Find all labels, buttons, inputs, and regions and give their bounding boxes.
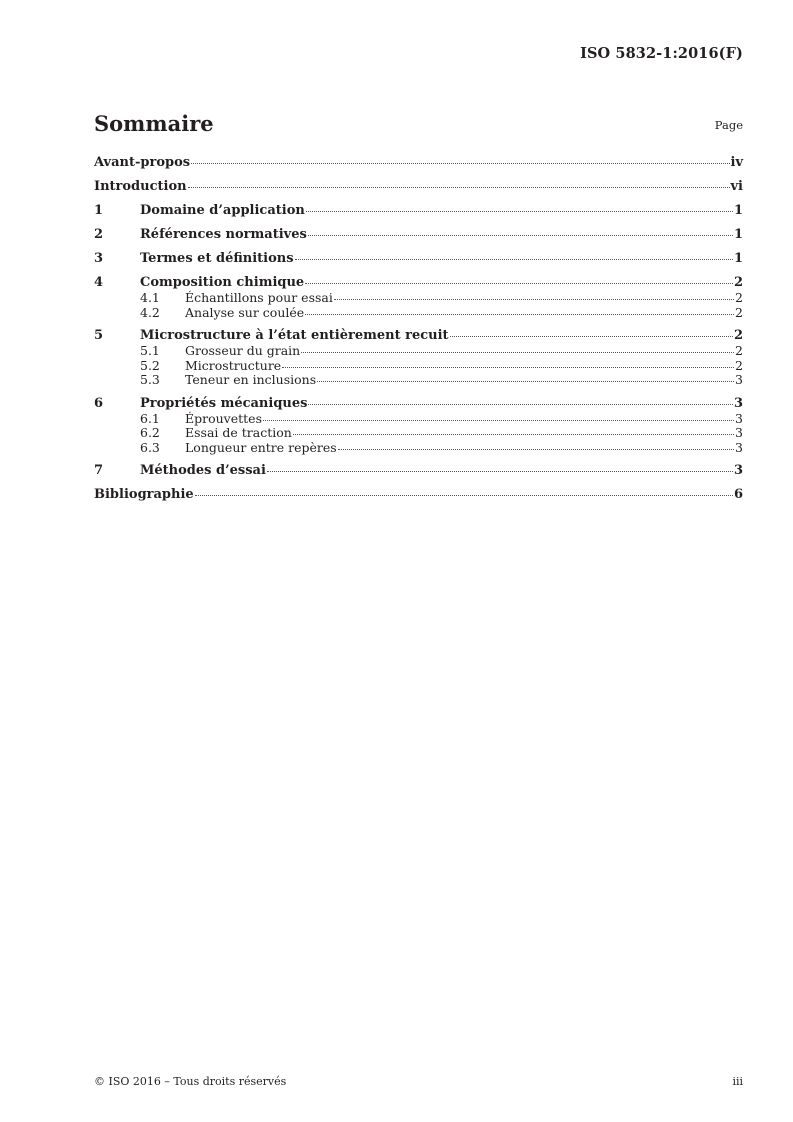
toc-label: Avant-propos (94, 155, 191, 170)
toc-entry-introduction[interactable] (94, 179, 743, 195)
toc-label: Analyse sur coulée (185, 304, 305, 320)
dot-leader (301, 351, 734, 353)
toc-page: 2 (735, 290, 743, 305)
toc-entry-5-1[interactable] (94, 344, 743, 359)
dot-leader (308, 234, 733, 236)
toc-label: Domaine d’application (140, 203, 305, 218)
toc-label: Éprouvettes (185, 410, 262, 426)
toc-number: 5.2 (140, 357, 160, 373)
toc-label: Références normatives (140, 227, 307, 242)
toc-entry-4-1[interactable] (94, 291, 743, 306)
dot-leader (305, 282, 733, 284)
toc-page: 3 (733, 463, 743, 478)
toc-number: 7 (94, 463, 104, 478)
toc-entry-bibliographie[interactable] (94, 487, 743, 503)
dot-leader (293, 433, 734, 435)
toc-page: 6 (733, 487, 743, 502)
dot-leader (305, 313, 734, 315)
dot-leader (195, 494, 733, 496)
toc-label: Microstructure à l’état entièrement recuit (140, 328, 449, 343)
toc-number: 1 (94, 203, 104, 218)
toc-page: 2 (735, 343, 743, 358)
toc-entry-6-2[interactable] (94, 426, 743, 441)
toc-entry-3[interactable] (94, 251, 743, 267)
toc-label: Méthodes d’essai (140, 463, 266, 478)
toc-entry-6[interactable] (94, 396, 743, 412)
toc-label: Longueur entre repères (185, 439, 337, 455)
toc-page: 3 (735, 425, 743, 440)
table-of-contents (94, 155, 743, 503)
toc-label: Grosseur du grain (185, 343, 301, 358)
toc-entry-avant-propos[interactable] (94, 155, 743, 171)
toc-entry-6-1[interactable] (94, 412, 743, 427)
dot-leader (267, 470, 733, 472)
toc-entry-5-2[interactable] (94, 359, 743, 374)
toc-page: 2 (733, 328, 743, 343)
dot-leader (317, 380, 734, 382)
toc-page: 1 (733, 251, 743, 266)
toc-entry-5[interactable] (94, 328, 743, 344)
toc-page: 3 (735, 439, 743, 455)
toc-entry-1[interactable] (94, 203, 743, 219)
dot-leader (191, 162, 729, 164)
toc-number: 6.1 (140, 410, 160, 426)
toc-label: Essai de traction (185, 425, 292, 440)
toc-number: 3 (94, 251, 104, 266)
toc-number: 2 (94, 227, 104, 242)
toc-page: 3 (733, 395, 743, 411)
toc-number: 5.3 (140, 372, 160, 387)
toc-label: Introduction (94, 179, 187, 194)
toc-number: 6 (94, 395, 104, 411)
toc-entry-6-3[interactable] (94, 441, 743, 456)
page-column-label: Page (714, 118, 743, 132)
toc-label: Microstructure (185, 357, 282, 373)
toc-entry-4[interactable] (94, 275, 743, 291)
dot-leader (338, 448, 734, 450)
toc-page: vi (730, 179, 743, 194)
toc-number: 5 (94, 328, 104, 343)
dot-leader (295, 258, 733, 260)
toc-number: 6.3 (140, 439, 160, 455)
toc-entry-5-3[interactable] (94, 373, 743, 388)
dot-leader (282, 366, 734, 368)
toc-number: 6.2 (140, 425, 160, 440)
toc-label: Échantillons pour essai (185, 290, 333, 305)
toc-page: 3 (735, 372, 743, 387)
toc-entry-7[interactable] (94, 463, 743, 479)
dot-leader (263, 419, 734, 421)
toc-label: Propriétés mécaniques (140, 395, 308, 411)
toc-page: 2 (735, 357, 743, 373)
toc-label: Composition chimique (140, 275, 305, 290)
toc-label: Termes et définitions (140, 251, 294, 266)
dot-leader (188, 186, 730, 188)
toc-page: iv (730, 155, 743, 170)
toc-number: 4.1 (140, 290, 160, 305)
toc-entry-4-2[interactable] (94, 306, 743, 321)
toc-label: Bibliographie (94, 487, 194, 502)
toc-page: 2 (735, 304, 743, 320)
doc-id: ISO 5832-1:2016(F) (580, 45, 743, 62)
page-number: iii (732, 1075, 743, 1088)
toc-entry-2[interactable] (94, 227, 743, 243)
toc-number: 4.2 (140, 304, 160, 320)
toc-page: 3 (735, 410, 743, 426)
copyright-notice: © ISO 2016 – Tous droits réservés (94, 1075, 287, 1088)
page-title: Sommaire (94, 111, 214, 136)
toc-page: 1 (733, 203, 743, 218)
dot-leader (308, 403, 733, 405)
toc-page: 1 (733, 227, 743, 242)
dot-leader (334, 298, 734, 300)
toc-label: Teneur en inclusions (185, 372, 317, 387)
toc-page: 2 (733, 275, 743, 290)
toc-number: 4 (94, 275, 104, 290)
dot-leader (450, 335, 733, 337)
toc-number: 5.1 (140, 343, 160, 358)
dot-leader (306, 210, 733, 212)
